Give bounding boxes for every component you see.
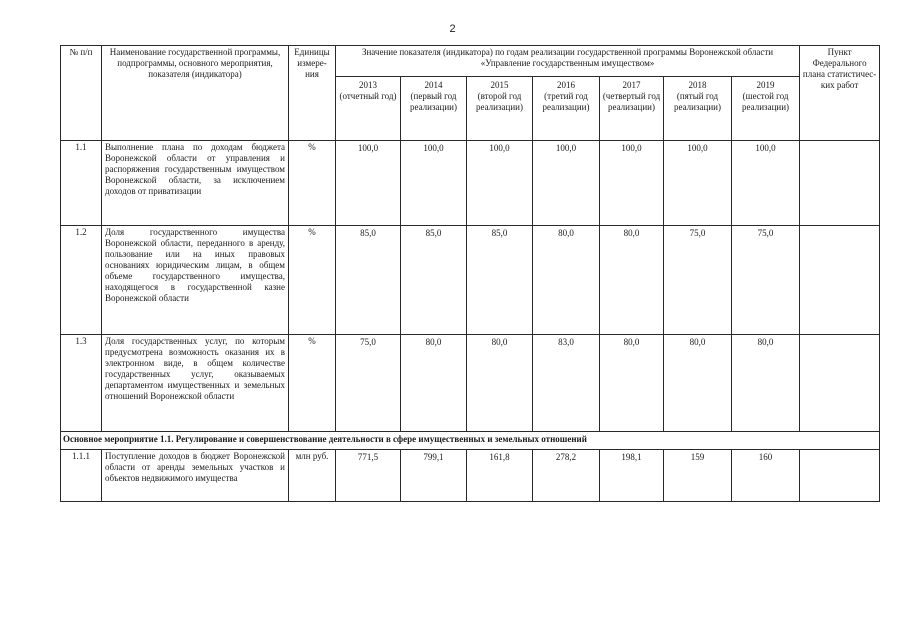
header-year-2018: 2018 (пятый год реализации) (664, 77, 732, 141)
row-value: 80,0 (533, 226, 600, 335)
header-year-2017: 2017 (четвертый год реализации) (600, 77, 664, 141)
row-value: 80,0 (600, 226, 664, 335)
row-plan (800, 226, 880, 335)
row-value: 80,0 (664, 335, 732, 432)
row-value: 278,2 (533, 450, 600, 502)
table-row (61, 335, 880, 432)
row-value: 159 (664, 450, 732, 502)
indicators-table (60, 45, 880, 502)
table-row (61, 450, 880, 502)
row-num: 1.1 (61, 141, 102, 226)
row-value: 100,0 (600, 141, 664, 226)
table-row (61, 141, 880, 226)
row-value: 799,1 (401, 450, 467, 502)
row-value: 161,8 (467, 450, 533, 502)
row-value: 83,0 (533, 335, 600, 432)
row-value: 198,1 (600, 450, 664, 502)
section-row (61, 432, 880, 450)
row-name: Доля государственного имущества Воронежской области, переданного в аренду, пользование или на иных правовых основаниях юридическим лицам, в общем объеме государственного имущества, находящегося в государственной казне Воронежской области (102, 226, 289, 335)
row-unit: млн руб. (289, 450, 336, 502)
row-name: Доля государственных услуг, по которым предусмотрена возможность оказания их в электронном виде, в общем количестве государственных услуг, оказываемых департаментом имущественных и земельных отношений Воронежской области (102, 335, 289, 432)
header-year-2019: 2019 (шестой год реализации) (732, 77, 800, 141)
header-unit: Единицы измере-ния (289, 46, 336, 141)
row-value: 80,0 (467, 335, 533, 432)
row-value: 771,5 (336, 450, 401, 502)
header-year-2016: 2016 (третий год реализации) (533, 77, 600, 141)
row-value: 75,0 (732, 226, 800, 335)
header-name: Наименование государственной программы, подпрограммы, основного мероприятия, показателя (индикатора) (102, 46, 289, 141)
row-unit: % (289, 141, 336, 226)
row-plan (800, 335, 880, 432)
row-value: 100,0 (732, 141, 800, 226)
row-value: 75,0 (336, 335, 401, 432)
header-year-2014: 2014 (первый год реализации) (401, 77, 467, 141)
row-value: 85,0 (467, 226, 533, 335)
header-values-group: Значение показателя (индикатора) по годам реализации государственной программы Воронежской области «Управление государственным имуществом» (336, 46, 800, 77)
row-unit: % (289, 226, 336, 335)
row-value: 80,0 (600, 335, 664, 432)
row-value: 100,0 (401, 141, 467, 226)
page-number: 2 (449, 23, 456, 35)
row-value: 85,0 (401, 226, 467, 335)
row-plan (800, 450, 880, 502)
row-value: 100,0 (664, 141, 732, 226)
row-num: 1.2 (61, 226, 102, 335)
row-num: 1.3 (61, 335, 102, 432)
row-plan (800, 141, 880, 226)
row-num: 1.1.1 (61, 450, 102, 502)
row-value: 100,0 (336, 141, 401, 226)
row-unit: % (289, 335, 336, 432)
row-value: 85,0 (336, 226, 401, 335)
row-value: 160 (732, 450, 800, 502)
header-federal-plan: Пункт Федерального плана статистичес-ких работ (800, 46, 880, 141)
header-num: № п/п (61, 46, 102, 141)
row-value: 100,0 (467, 141, 533, 226)
row-value: 80,0 (732, 335, 800, 432)
header-year-2013: 2013 (отчетный год) (336, 77, 401, 141)
table-row (61, 226, 880, 335)
row-value: 80,0 (401, 335, 467, 432)
row-value: 75,0 (664, 226, 732, 335)
row-value: 100,0 (533, 141, 600, 226)
section-title: Основное мероприятие 1.1. Регулирование и совершенствование деятельности в сфере имущественных и земельных отношений (61, 432, 880, 450)
row-name: Выполнение плана по доходам бюджета Воронежской области от управления и распоряжения государственным имуществом Воронежской области, за исключением доходов от приватизации (102, 141, 289, 226)
row-name: Поступление доходов в бюджет Воронежской области от аренды земельных участков и объектов недвижимого имущества (102, 450, 289, 502)
header-year-2015: 2015 (второй год реализации) (467, 77, 533, 141)
